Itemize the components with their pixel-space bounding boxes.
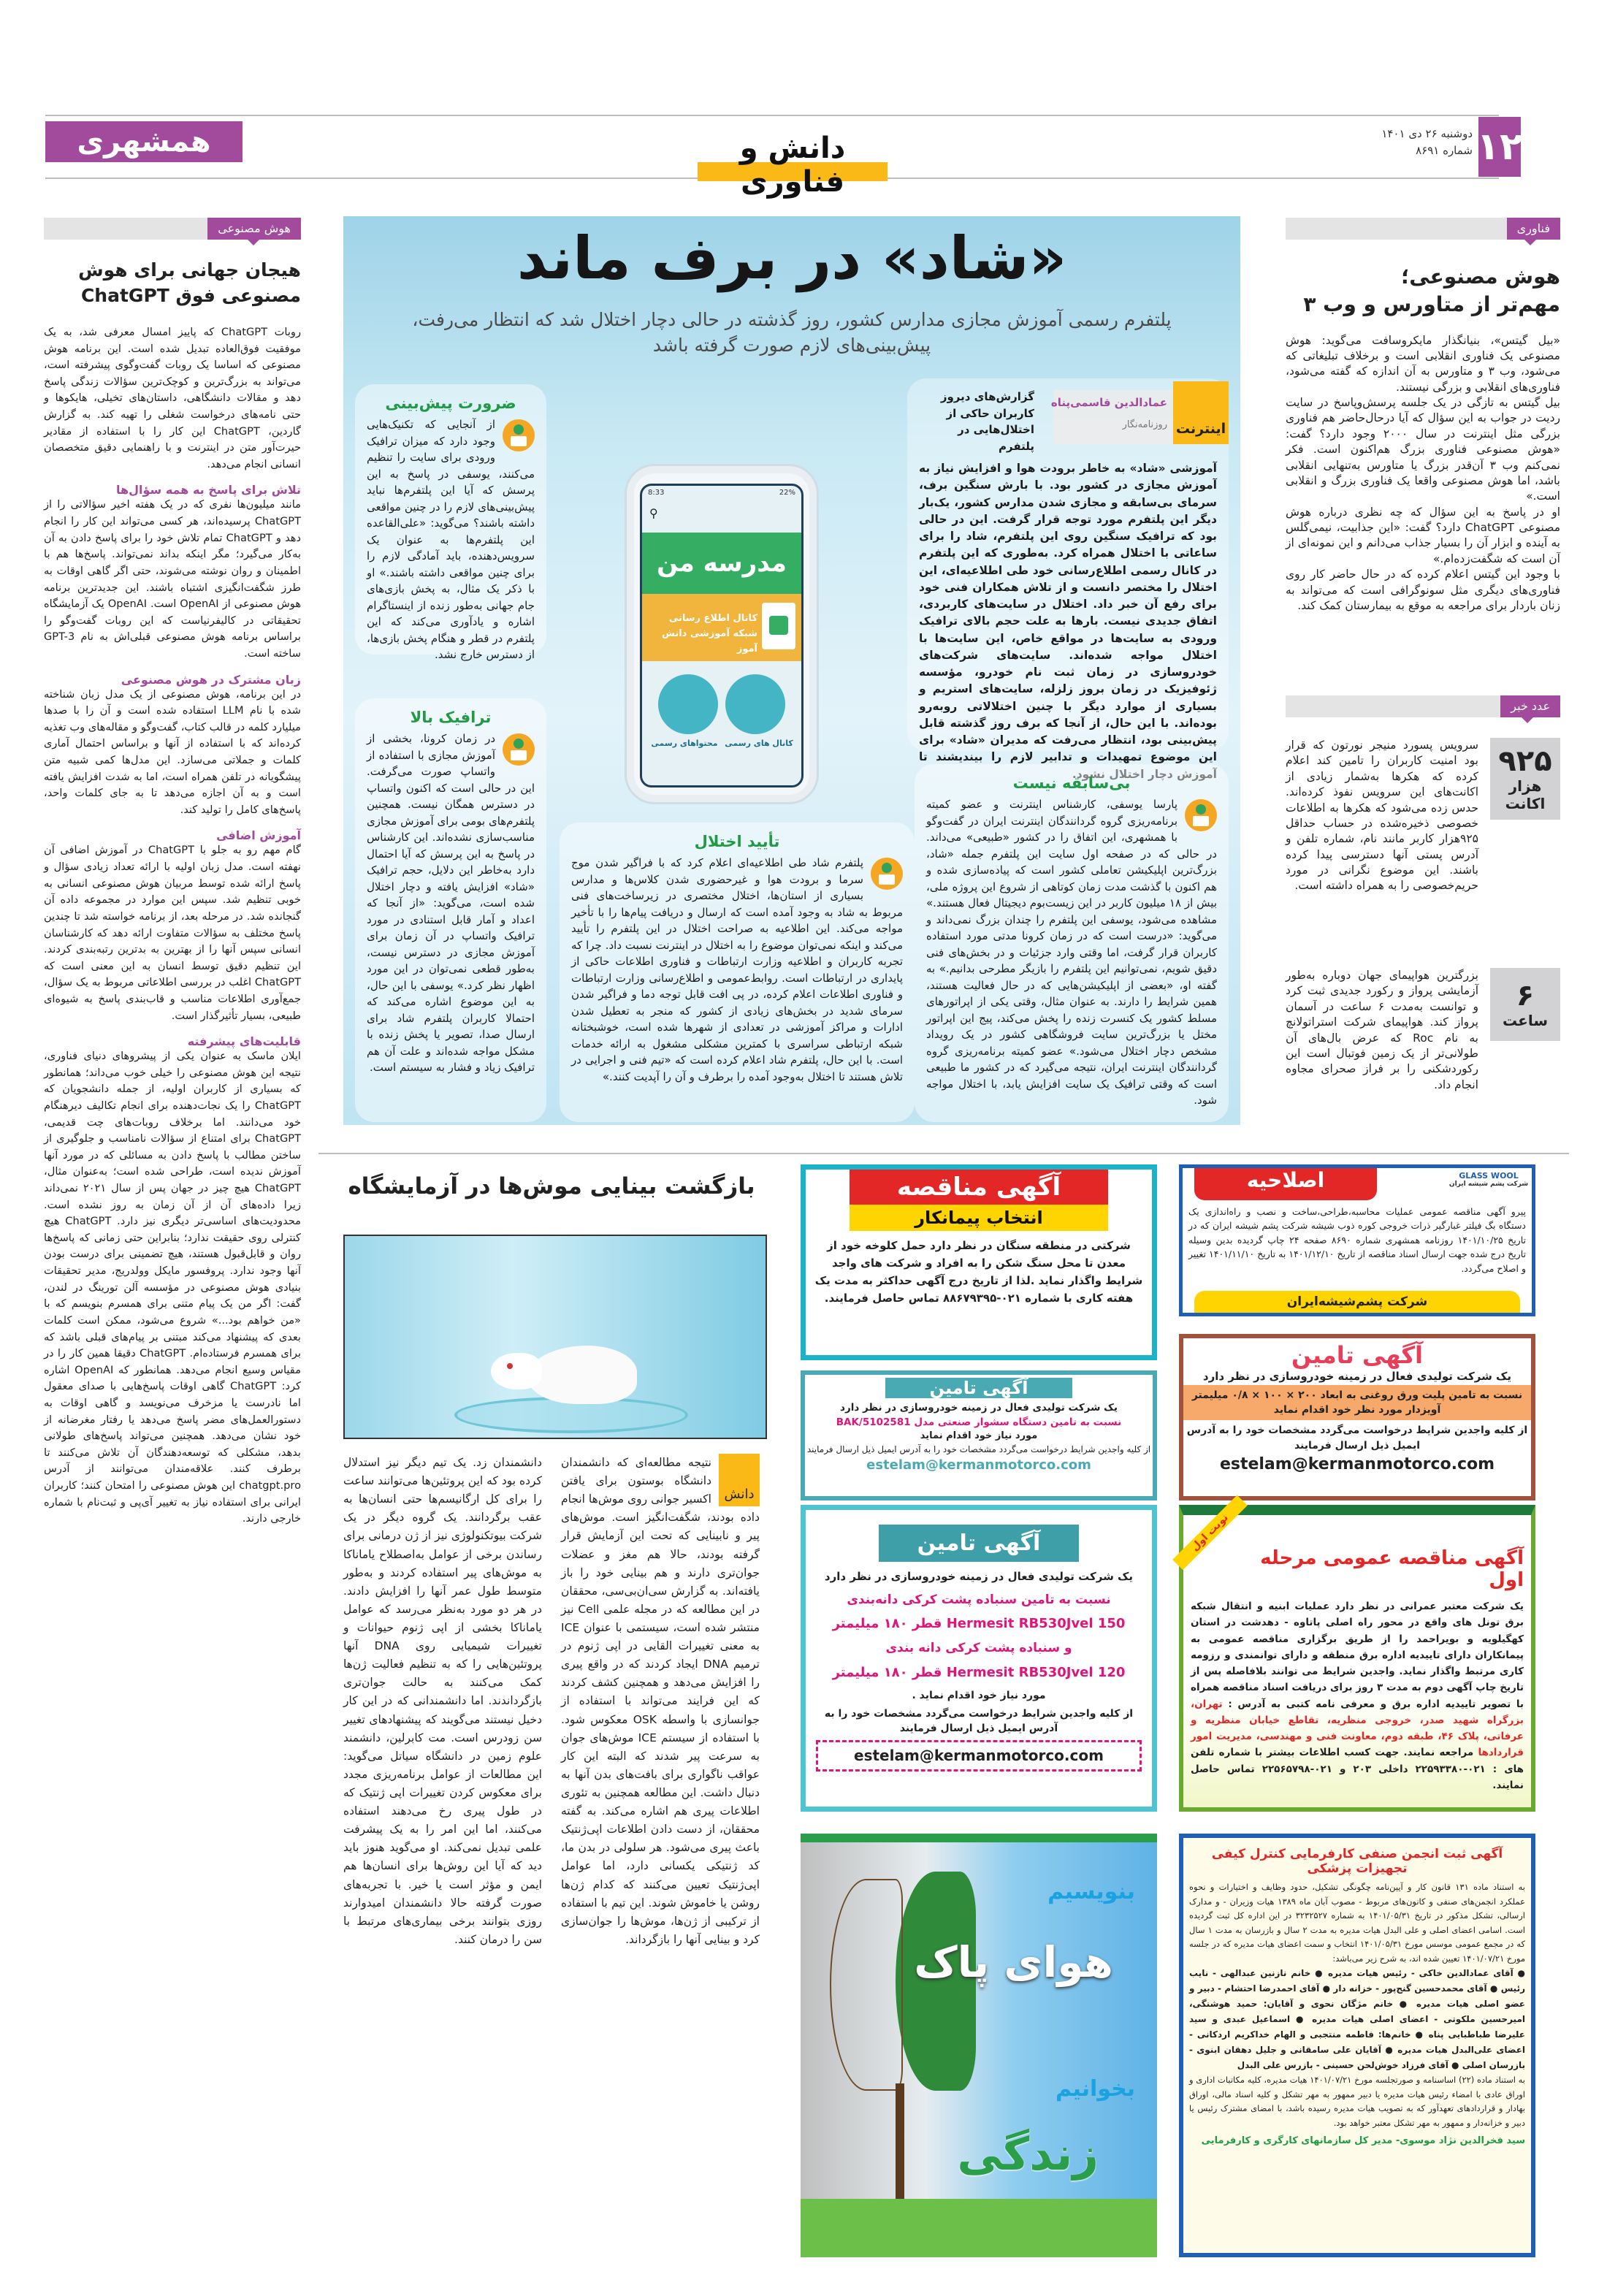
- search-icon: ⚲: [649, 506, 658, 520]
- paragraph: گام مهم رو به جلو با ChatGPT در آموزش اضافی آن نهفته است. مدل زبان اولیه با ارائه تعداد زیادی سؤال و پاسخ ارائه شده توسط مربیان هوش مصنوعی انسانی به خوبی تنظیم شد. سپس این موارد در مجموعه داده آن گنجانده شد. در مرحله بعد، از برنامه خواسته شد تا چندین پاسخ مختلف به سؤالات متفاوت ارائه دهد که کارشناسان انسانی سپس آنها را از بهترین به بدترین رتبه‌بندی کردند. این تنظیم دقیق توسط انسان به این معنی است که ChatGPT اغلب در بررسی اطلاعاتی مربوط به یک سؤال، جمع‌آوری اطلاعات مناسب و قاب‌بندی پاسخ به شیوه‌ای طبیعی، بسیار تأثیرگذار است.: [44, 844, 301, 1022]
- number-box: ۹۲۵ هزار اکانت: [1490, 738, 1560, 820]
- app-title: مدرسه من: [642, 533, 801, 594]
- ad-title: آگهی تامین: [1291, 1341, 1423, 1369]
- content-label: محتواهای رسمی: [651, 739, 718, 748]
- ad-text: از کلیه واجدین شرایط درخواست می‌گردد مشخصات خود را به آدرس ایمیل ذیل ارسال فرمایند: [824, 1707, 1134, 1734]
- subheading: قابلیت‌های پیشرفته: [187, 1034, 301, 1049]
- intro-text: آموزشی «شاد» به خاطر برودت هوا و افزایش نیاز به آموزش مجازی در کشور بود. با بارش سنگین برف، سرمای بی‌سابقه و مجازی شدن مدارس کشور، یک‌بار دیگر این پلتفرم مورد توجه قرار گرفت. این در حالی بود که ترافیک سنگین روی این پلتفرم، شاد را برای ساعاتی با اختلال همراه کرد. به‌طوری که این پلتفرم در کانال رسمی اطلاع‌رسانی خود طی اطلاعیه‌ای، این اختلال را مختصر دانست و از تلاش همکاران فنی خود برای رفع آن خبر داد. اختلال در سایت‌های کاربردی، اتفاق جدیدی نیست. بارها به علت حجم بالای ترافیک ورودی به سایت‌ها در مواقع خاص، این سایت‌ها با اختلال مواجه شده‌اند. سایت‌های شرکت‌های خودروسازی در زمان ثبت نام خودرو، مؤسسه ژئوفیزیک در زمان بروز زلزله، سایت‌های استریم و بسیاری از موارد دیگر با چنین اختلالاتی روبه‌رو بوده‌اند. با این حال، از آنجا که برف روز گذشته قابل پیش‌بینی بود، انتظار می‌رفت که مدیران «شاد» برای این موضوع تمهیدات و تدابیر لازم را بیندیشند تا آموزش دچار اختلال نشود.: [919, 462, 1217, 781]
- ad-title: آگهی مناقصه: [850, 1170, 1108, 1205]
- text-column: [343, 1454, 542, 2276]
- box-heading: ترافیک بالا: [410, 709, 492, 726]
- ad-text: به استناد ماده ۱۳۱ قانون کار و آیین‌نامه چگونگی تشکیل، حدود وظایف و اختیارات و نحوه عملکرد انجمن‌های صنفی و کانون‌های مربوط - مصوب آبان ماه ۱۳۸۹ هیات وزیران - و مدارک ارسالی، تشکل مذکور در تاریخ ۱۴۰۱/۰۵/۳۱ به شماره ۳۲۳۲۵۲۷ در این اداره کل ثبت گردیده است. اسامی اعضای اصلی و علی البدل هیات مدیره به مدت ۲ سال و بازرسان به مدت ۱ سال که در مجمع عمومی موسس مورخ ۱۴۰۱/۰۵/۳۱ انتخاب و سمت اعضای هیات مدیره که در جلسه مورخ ۱۴۰۱/۰۷/۲۱ تعیین شده اند، به شرح زیر می‌باشد:: [1189, 1882, 1526, 1964]
- paragraph: دانشمندان زد. یک تیم دیگر نیز استدلال کرده بود که این پروتئین‌ها می‌توانند ساعت را برای کل ارگانیسم‌ها حتی انسان‌ها به عقب برگردانند. یک گروه دیگر در یک شرکت بیوتکنولوژی نیز از ژن درمانی برای رساندن برخی از عوامل به‌اصطلاح یاماناکا به موش‌های پیر استفاده کردند و به‌طور متوسط طول عمر آنها را افزایش دادند. در هر دو مورد به‌نظر می‌رسد که عوامل یاماناکا بخشی از اپی ژنوم حیوانات و تغییرات شیمیایی روی DNA آنها پروتئین‌هایی را که به تنظیم فعالیت ژن‌ها کمک می‌کنند به حالت جوان‌تری بازگرداندند. اما دانشمندانی که در این کار دخیل نیستند می‌گویند که پیشنهادهای تغییر سن زودرس است. مت کابرلین، دانشمند علوم زمین در دانشگاه سیاتل می‌گوید: این مطالعات از عوامل برنامه‌ریزی مجدد برای معکوس کردن تغییرات اپی ژنتیک که در طول پیری رخ می‌دهند استفاده می‌کنند، اما این امر را به یک پیشرفت علمی تبدیل نمی‌کند. او می‌گوید هنوز باید دید که آیا این روش‌ها برای انسان‌ها هم ایمن و مؤثر است یا خیر. با تجربه‌های صورت گرفته حالا دانشمندان امیدوارند روزی بتوانند برخی بیماری‌های مرتبط با سن را درمان کنند.: [343, 1456, 542, 1946]
- paragraph: روبات ChatGPT که پاییز امسال معرفی شد، به یک موفقیت فوق‌العاده تبدیل شده است. این برنامه هوش مصنوعی که اساسا یک روبات گفت‌وگوی پیشرفته است، می‌تواند به بزرگ‌ترین و کوچک‌ترین سؤالات زندگی پاسخ دهد و مقالات دانشگاهی، داستان‌های تخیلی، هایکوها و حتی نامه‌های درخواست شغلی را تهیه کند. به گزارش گاردین، ChatGPT این کار را با استفاده از مقادیر حیرت‌آور متن در اینترنت و با راهنمایی دقیق متخصصان انسانی انجام می‌دهد.: [44, 326, 301, 470]
- content-icon: [658, 674, 718, 734]
- phone-illustration: [627, 466, 817, 802]
- number-item: [1286, 738, 1560, 894]
- article-chatgpt: [44, 241, 301, 2279]
- article-ai-metaverse: [1286, 263, 1560, 657]
- paragraph: بیل گیتس به تازگی در یک جلسه پرسش‌وپاسخ در سایت ردیت در جواب به این سؤال که آیا درحال‌حاضر هم فناوری بزرگی مثل اینترنت در سال ۲۰۰۰ وجود دارد؟ گفت: «هوش مصنوعی فناوری بزرگ هم‌اکنون است. فکر نمی‌کنم وب ۳ آن‌قدر بزرگ یا متاورس به‌تنهایی انقلابی باشد، اما هوش مصنوعی واقعا یک فناوری بزرگ و انقلابی است.»: [1286, 396, 1560, 503]
- byline: [1050, 390, 1229, 444]
- ad-registration: [1179, 1834, 1535, 2257]
- phone-screen: [640, 484, 804, 787]
- ad-tender: [801, 1164, 1157, 1360]
- subheading: زبان مشترک در هوش مصنوعی: [121, 672, 301, 687]
- ad-email-link[interactable]: estelam@kermanmotorco.com: [1219, 1454, 1495, 1473]
- ad-text: شرکتی در منطقه سنگان در نظر دارد حمل کلوخه خود از معدن تا محل سنگ شکن را به افراد و شرکت های واجد شرایط واگذار نماید .لذا از تاریخ درج آگهی حداکثر به مدت یک هفته کاری با شماره ۰۲۱-۸۸۶۷۹۳۹۵ تماس حاصل فرمایند.: [814, 1239, 1143, 1305]
- box-text: پارسا یوسفی، کارشناس اینترنت و عضو کمیته برنامه‌ریزی گروه گردانندگان اینترنت ایران در گفت‌وگو با همشهری، این اتفاق را در کشور «طبیعی» می‌داند. در حالی که در صفحه اول سایت این پلتفرم جمله «شاد، بزرگ‌ترین اپلیکیشن تعاملی کشور است که پیاده‌سازی شده و هم اکنون با گذشت مدت زمان کوتاهی از شروع این پروژه ملی، بیش از ۱۸ میلیون کاربر در این زیست‌بوم دیجیتال فعال هستند.» مشاهده می‌شود، یوسفی این پلتفرم را چندان بزرگ نمی‌داند و می‌گوید: «درست است که در زمان کرونا مدتی مورد استفاده کاربران قرار گرفت، اما وقتی وارد جزئیات و در بخش‌های فنی دقیق شویم، نمی‌توانیم این پلتفرم را بازیگر مطرحی بدانیم.» به گفته او، «بعضی از اپلیکیشن‌هایی که در حال فعالیت هستند، همین شرایط را دارند. به عنوان مثال، وقتی یکی از اپراتورهای مسلط کشور یک کنسرت زنده را پخش می‌کند، پیج این اپراتور مختل یا بزرگ‌ترین سایت فروشگاهی کشور در یک رویداد مشخص دچار اختلال می‌شود.» عضو کمیته برنامه‌ریزی گروه گردانندگان اینترنت ایران، نتیجه می‌گیرد که در کشور ما طبیعی است که وقتی ترافیک یک سایت افزایش یابد، با اختلال مواجه شود.: [926, 798, 1217, 1107]
- feature-shad: [343, 216, 1240, 1125]
- ad-supply-sandpaper: [801, 1505, 1157, 1812]
- author-role: روزنامه‌نگار: [1122, 419, 1167, 430]
- number-text: بزرگترین هواپیمای جهان دوباره به‌طور آزمایشی پرواز و رکورد جدیدی ثبت کرد و توانست به‌مدت ۶ ساعت در آسمان پرواز کند. هواپیمای شرکت استراتولانچ به نام Roc که عرض بال‌های آن طولانی‌تر از یک زمین فوتبال است این رکوردشکنی را بر فراز صحرای مجاوه انجام داد.: [1286, 969, 1478, 1091]
- box-heading: ضرورت پیش‌بینی: [385, 394, 516, 412]
- ad-title: آگهی تامین: [885, 1378, 1072, 1398]
- ad-text: یک شرکت تولیدی فعال در زمینه خودروسازی در نظر دارد: [824, 1570, 1134, 1583]
- ad-highlight: نسبت به تامین پلیت ورق روغنی به ابعاد ۲۰۰ × ۱۰۰ × ۰/۸ میلیمتر آویزدار مورد نظر خود اقدام نماید: [1183, 1385, 1531, 1421]
- issue-number: شماره ۸۶۹۱: [1416, 143, 1473, 157]
- category-badge: اینترنت: [1173, 381, 1229, 444]
- ad-email-link[interactable]: estelam@kermanmotorco.com: [866, 1457, 1091, 1473]
- ad-slogan: بخوانیم: [1055, 2076, 1135, 2102]
- ad-title: آگهی ثبت انجمن صنفی کارفرمایی کنترل کیفی تجهیزات پزشکی: [1211, 1847, 1503, 1876]
- ad-correction: [1179, 1164, 1535, 1316]
- number-news-label: عدد خبر: [1500, 695, 1560, 717]
- ad-supply-dryer: [801, 1370, 1157, 1500]
- status-battery: 22%: [779, 489, 795, 497]
- box-confirmation: [560, 823, 915, 1122]
- paragraph: «بیل گیتس»، بنیانگذار مایکروسافت می‌گوید: هوش مصنوعی یک فناوری انقلابی است و برخلاف تبلیغاتی که می‌شود، وب ۳ و متاورس به آن اندازه که گفته می‌شود، فناوری‌های انقلابی و بزرگی نیستند.: [1286, 333, 1560, 394]
- ad-text: یک شرکت تولیدی فعال در زمینه خودروسازی در نظر دارد: [1202, 1370, 1512, 1383]
- channels-icon: [725, 674, 785, 734]
- ad-highlight: Hermesit RB530Jvel 120 قطر ۱۸۰ میلیمتر: [832, 1665, 1126, 1681]
- page-number: ۱۲: [1478, 117, 1521, 177]
- paragraph: در این برنامه، هوش مصنوعی از یک مدل زبان شناخته شده با نام LLM استفاده شده است و آن را با صدها میلیارد کلمه در قالب کتاب، گفت‌وگو و مقاله‌های وب تغذیه کرده‌اند که با استفاده از آنها و براساس احتمال آماری کلمات و جملاتی می‌سازد. این مدل‌ها کمی شبیه متن پیشگویانه در تلفن همراه است، اما به شدت افزایش یافته است و به آن اجازه می‌دهد تا به جای کلمات واحد، پاسخ‌های کامل را تولید کند.: [44, 687, 301, 816]
- box-text: در زمان کرونا، بخشی از آموزش مجازی با استفاده از واتساپ صورت می‌گرفت. این در حالی است که اکنون واتساپ در دسترس همگان نیست. همچنین پلتفرم‌های بومی برای آموزش مجازی مناسب‌سازی نشده‌اند. این کارشناس در پاسخ به این پرسش که آیا احتمال دارد به‌خاطر این دلایل، حجم ترافیک «شاد» افزایش یافته و دچار اختلال شده است، می‌گوید: «از آنجا که اعداد و آمار قابل استنادی در مورد ترافیک واتساپ در آن زمان برای آموزش مجازی در دسترس نیست، به‌طور قطعی نمی‌توان در این مورد اظهار نظر کرد.» یوسفی با این حال، به این موضوع اشاره می‌کند که احتمالا کاربران پلتفرم شاد برای ارسال صدا، تصویر یا پخش زنده با مشکل مواجه شده‌اند و علت آن هم ترافیک زیاد و فشار به سیستم است.: [367, 732, 535, 1074]
- ad-slogan: بنویسیم: [1047, 1879, 1135, 1904]
- category-tag: [44, 218, 301, 240]
- reader-icon: [871, 858, 903, 890]
- article-headline: هوش مصنوعی؛ مهم‌تر از متاورس و وب ۳: [1303, 264, 1560, 316]
- channels-label: کانال های رسمی: [725, 739, 793, 748]
- paragraph: ایلان ماسک به عنوان یکی از پیشروهای دنیای فناوری، نتیجه این هوش مصنوعی را خیلی خوب می‌داند؛ همانطور که بسیاری از کاربران اولیه، از جمله دانشجویان که ChatGPT را یک نجات‌دهنده برای انجام تکالیف دیرهنگام خود می‌دانند. اما برخلاف روبات‌های چت قدیمی، ChatGPT برای امتناع از سؤالات نامناسب و جلوگیری از ساختن مطالب با پاسخ دادن به مسائلی که در مورد آنها آموزش ندیده است، طراحی شده است؛ به‌عنوان مثال، ChatGPT هیچ چیز در جهان پس از سال ۲۰۲۱ نمی‌داند زیرا داده‌های آن از آن زمان به روز نشده است. محدودیت‌های اساسی‌تر دیگری نیز دارد. ChatGPT هیچ کنترلی روی حقیقت ندارد؛ بنابراین حتی زمانی که پاسخ‌ها روان و قابل‌قبول هستند، هیچ تضمینی برای درست بودن آنها وجود ندارد. پروفسور مایکل وولدریج، مدیر تحقیقات بنیادی هوش مصنوعی در مؤسسه آلن تورینگ در لندن، گفت: اگر من یک پیام متنی برای همسرم بنویسم که با «من خواهم بود...» شروع می‌شود، ممکن است کلمات بعدی که پیشنهاد می‌کند مبتنی بر پیام‌های قبلی باشد که برای همسرم فرستاده‌ام. ChatGPT دقیقا همین کار را در مقیاس وسیع انجام می‌دهد. همانطور که OpenAI اشاره کرد: ChatGPT گاهی اوقات پاسخ‌هایی با صدای معقول اما نادرست یا مزخرف می‌نویسد و گاهی اوقات به دستورالعمل‌های مضر پاسخ می‌دهد یا رفتار مغرضانه از خود نشان می‌دهد. همچنین می‌تواند پاسخ‌های طولانی بدهد، مشکلی که توسعه‌دهندگان آن تلاش می‌کنند تا برطرف کنند. علاقه‌مندان می‌توانند از آدرس chatgpt.pro این هوش مصنوعی را امتحان کنند؛ کاربران ایرانی برای استفاده نیاز به تغییر آی‌پی و ثبت‌نام با شماره خارجی دارند.: [44, 1050, 302, 1525]
- ad-signature: شرکت پشم‌شیشه‌ایران: [1194, 1291, 1520, 1313]
- ad-text: از کلیه واجدین شرایط درخواست می‌گردد مشخصات خود را به آدرس ایمیل ذیل ارسال فرمایند: [1186, 1424, 1528, 1452]
- box-heading: تأیید اختلال: [694, 833, 780, 850]
- ad-text: پیرو آگهی مناقصه عمومی عملیات محاسبه،طراحی،ساخت و نصب و راه‌اندازی یک دستگاه بگ فیلتر غبارگیر ذرات خروجی کوره ذوب شیشه شرکت پشم شیشه ایران که در تاریخ ۱۴۰۱/۱۰/۲۵ روزنامه همشهری شماره ۸۶۹۰ صفحه ۲۴ چاپ گردیده بدین وسیله تاریخ درج شده جهت ارسال اسناد مناقصه از تاریخ ۱۴۰۱/۱۲/۱۰ به تاریخ ۱۴۰۱/۱۱/۱۰ تغییر و اصلاح می‌گردد.: [1188, 1206, 1527, 1274]
- box-text: پلتفرم شاد طی اطلاعیه‌ای اعلام کرد که با فراگیر شدن موج سرما و برودت هوا و غیرحضوری شدن کلاس‌ها و مدارس بسیاری از استان‌ها، اختلال مختصری در زیرساخت‌های فنی مربوط به شاد به وجود آمده است که ارسال و دریافت پیام‌ها را با تأخیر مواجه می‌کند. این اطلاعیه به صراحت اختلال در این پلتفرم را تأیید می‌کند و اینکه نمی‌توان موضوع را به اختلال در اینترنت نسبت داد. چرا که تجربه کاربران و اطلاعیه وزارت ارتباطات و فناوری اطلاعات حاکی از پایداری در ارتباطات است. روابط‌عمومی و اطلاع‌رسانی وزارت ارتباطات و فناوری اطلاعات اعلام کرده، در پی افت قابل توجه دما و فراگیر شدن سرمای شدید در بخش‌های زیادی از کشور که منجر به تعطیل شدن ادارات و مراکز آموزشی در تعدادی از شهرها شده است، خوشبختانه شبکه ارتباطی سراسری با کمترین مشکلی مشغول به ارائه خدمات است. با این حال، پلتفرم شاد اعلام کرده است که «تیم فنی و اجرایی در تلاش هستند تا اختلال به‌وجود آمده را برطرف و آن را آپدیت کنند.»: [571, 856, 903, 1083]
- ad-text: یک شرکت معتبر عمرانی در نظر دارد عملیات ابنیه و انتقال شبکه برق تونل های واقع در محور راه اصلی پاتاوه - دهدشت در استان کهگیلویه و بویراحمد را از طریق برگزاری مناقصه عمومی به پیمانکاران دارای تاییدیه اداره برق منطقه و دارای توانمندی و رزومه کاری مرتبط واگذار نماید. واجدین شرایط می توانند بلافاصله پس از تاریخ چاپ آگهی دوم به مدت ۳ روز برای دریافت اسناد مناقصه همراه با تصویر تاییدیه اداره برق و معرفی نامه کتبی به آدرس : تهران، بزرگراه شهید صدر، خروجی منظریه، تقاطع خیابان منظریه و عرفاتی، پلاک ۴۶، طبقه دوم، معاونت فنی و مهندسی، مدیریت امور قراردادها مراجعه نمایند. جهت کسب اطلاعات بیشتر با شماره تلفن های : ۰۲۱-۲۲۵۹۳۳۸۰ داخلی ۲۰۳ و ۰۲۱-۲۲۵۶۵۷۹۸ تماس حاصل نمایند.: [1191, 1601, 1524, 1791]
- section-title-text: دانش و فناوری: [739, 131, 846, 199]
- ad-title: آگهی تامین: [879, 1525, 1079, 1562]
- reader-icon: [503, 419, 535, 451]
- ad-clean-air: [801, 1834, 1157, 2257]
- feature-headline: «شاد» در برف ماند: [516, 224, 1067, 292]
- paragraph: نتیجه مطالعه‌ای که دانشمندان دانشگاه بوستون برای یافتن اکسیر جوانی روی موش‌ها انجام داده بودند، شگفت‌انگیز است. موش‌های پیر و نابینایی که تحت این آزمایش قرار گرفته بودند، حالا هم مغز و عضلات جوان‌تری دارند و هم بینایی خود را باز یافته‌اند. به گزارش سی‌ان‌بی‌سی، محققان در این مطالعه که در مجله علمی Cell نیز منتشر شده است، سیستمی با عنوان ICE به معنی تغییرات القایی در اپی ژنوم در ترمیم DNA ایجاد کردند که در واقع پیری را افزایش می‌دهد و همچنین کشف کردند که این فرایند می‌تواند با استفاده از جوانسازی با واسطه OSK معکوس شود. با استفاده از سیستم ICE موش‌های جوان به سرعت پیر شدند که البته این کار عواقب ناگواری برای بافت‌های بدن آنها به دنبال داشت. این مطالعه همچنین به تئوری اطلاعات پیری هم اشاره می‌کند. به گفته محققان، از دست دادن اطلاعات اپی‌ژنتیک باعث پیری می‌شود. هر سلولی در بدن ما، کد ژنتیکی یکسانی دارد، اما عوامل اپی‌ژنتیک تعیین می‌کنند که کدام ژن‌ها روشن یا خاموش شوند. این تیم با استفاده از ترکیبی از ژن‌ها، موش‌ها را جوان‌سازی کرد و بینایی آنها را بازگرداند.: [561, 1456, 760, 1946]
- ad-highlight: نسبت به تامین دستگاه سشوار صنعتی مدل BAK/5102581: [836, 1416, 1122, 1428]
- box-forecast: [355, 384, 546, 661]
- ad-subtitle: انتخاب پیمانکار: [850, 1205, 1108, 1231]
- number-box: ۶ ساعت: [1490, 968, 1560, 1041]
- ad-highlight: نسبت به تامین سنباده پشت کرکی دانه‌بندی: [847, 1592, 1111, 1607]
- box-text: از آنجایی که تکنیک‌هایی وجود دارد که میزان ترافیک ورودی برای سایت را تنظیم می‌کنند، یوسفی در پاسخ به این پرسش که آیا این پلتفرم‌ها نباید پیش‌بینی‌های لازم را در چنین مواقعی داشته باشند؟ می‌گوید: «علی‌القاعده این پلتفرم‌ها به عنوان یک سرویس‌دهنده، باید آمادگی لازم را برای چنین مواقعی داشته باشند.» او با ذکر یک مثال، به پخش بازی‌های جام جهانی به‌طور زنده از اینستاگرام اشاره و یادآوری می‌کند که این پلتفرم در قطر و هنگام پخش بازی‌ها، از دسترس خارج نشد.: [367, 418, 535, 661]
- subheading: تلاش برای پاسخ به همه سؤال‌ها: [116, 483, 301, 497]
- ad-slogan: زندگی: [957, 2127, 1099, 2181]
- article-headline: بازگشت بینایی موش‌ها در آزمایشگاه: [348, 1173, 755, 1200]
- box-heading: بی‌سابقه نیست: [1012, 774, 1131, 792]
- ad-text: از کلیه واجدین شرایط درخواست می‌گردد مشخصات خود را به آدرس ایمیل ذیل ارسال فرمایند: [806, 1443, 1151, 1454]
- box-not-unprecedented: [915, 764, 1229, 1122]
- header-rule-top: [45, 115, 1499, 116]
- grass: [801, 2199, 1157, 2257]
- ad-highlight: و سنباده پشت کرکی دانه بندی: [885, 1641, 1072, 1656]
- article-mice-vision: [336, 1162, 767, 2279]
- number-text: سرویس پسورد منیجر نورتون که قرار بود امنیت کاربران را تامین کند اعلام کرده که هکرها به‌شمار زیادی از اکانت‌های این سرویس نفوذ کرده‌اند. حدس زده می‌شود که هکرها به اطلاعات خصوصی ذخیره‌شده در حساب حداقل ۹۲۵هزار کاربر مانند نام، شماره تلفن و آدرس پستی آنها دسترسی پیدا کرده باشند. این موضوع نگرانی در مورد حریم‌خصوصی را به همراه داشته است.: [1286, 739, 1478, 893]
- ad-supply-plate: [1179, 1334, 1535, 1500]
- box-high-traffic: [355, 698, 546, 1122]
- category-badge: دانش: [719, 1454, 760, 1506]
- newspaper-logo: همشهری: [45, 121, 243, 162]
- issue-date: دوشنبه ۲۶ دی ۱۴۰۱: [1381, 127, 1473, 140]
- ad-slogan: هوای پاک: [914, 1937, 1113, 1987]
- app-banner: کانال اطلاع رسانی شبکه آموزشی دانش آموز: [642, 594, 801, 661]
- ad-title: اصلاحیه: [1194, 1168, 1377, 1200]
- ad-text: مورد نیاز خود اقدام نماید: [920, 1430, 1038, 1442]
- ad-text: مورد نیاز خود اقدام نماید .: [912, 1690, 1046, 1702]
- ad-title: آگهی مناقصه عمومی مرحله اول: [1260, 1547, 1524, 1591]
- issue-info: [1344, 126, 1473, 159]
- reader-icon: [1185, 799, 1217, 831]
- ad-text: به استناد ماده (۲۲) اساسنامه و صورتجلسه مورخ ۱۴۰۱/۰۷/۲۱ هیات مدیره، کلیه مکاتبات اداری و اوراق عادی با امضاء رئیس هیات مدیره یا دبیر ممهور به مهر تشکل و کلیه اسناد مالی، اوراق بهادار و قراردادهای تعهدآور که به تصویب هیات مدیره رسیده باشد، با امضای مشترک رئیس یا دبیر و خزانه‌دار و ممهور به مهر تشکل معتبر خواهد بود.: [1189, 2075, 1525, 2128]
- glasswool-logo: GLASS WOOL شرکت پشم شیشه ایران: [1448, 1171, 1529, 1188]
- ad-public-tender: [1179, 1505, 1535, 1812]
- category-tag-label: فناوری: [1507, 218, 1560, 240]
- paragraph: با وجود این گیتس اعلام کرده که در حال حاضر کار روی فناوری‌های دیگری مثل سونوگرافی است که می‌تواند به زنان باردار برای مراجعه به موقع به بیمارستان کمک کند.: [1286, 568, 1560, 612]
- number-news-tag: [1286, 695, 1560, 717]
- ad-highlight: Hermesit RB530Jvel 150 قطر ۱۸۰ میلیمتر: [832, 1616, 1126, 1632]
- ad-badge: نوبت اول: [1172, 1495, 1247, 1570]
- reader-icon: [503, 733, 535, 766]
- section-title: [683, 131, 902, 199]
- feature-subtitle: پلتفرم رسمی آموزش مجازی مدارس کشور، روز گذشته در حالی دچار اختلال شد که انتظار می‌رفت، پیش‌بینی‌های لازم صورت گرفته باشد: [412, 309, 1172, 356]
- ad-signature: سید فخرالدین نژاد موسوی- مدیر کل سازمانهای کارگری و کارفرمایی: [1201, 2135, 1525, 2147]
- article-headline: هیجان جهانی برای هوش مصنوعی فوق ChatGPT: [78, 259, 301, 306]
- intro-lead: گزارش‌های دیروز کاربران حاکی از اختلال‌هایی در پلتفرم: [940, 390, 1034, 453]
- category-tag: [1286, 218, 1560, 240]
- paragraph: او در پاسخ به این سؤال که چه نظری درباره هوش مصنوعی ChatGPT دارد؟ گفت: «این جذابیت، نیمی‌گلس به آینده و ابزار آن را بسیار جذاب می‌دانم و این نمونه‌ای از آن است که شگفت‌زده‌ام.»: [1286, 505, 1560, 565]
- paragraph: مانند میلیون‌ها نفری که در یک هفته اخیر سؤالاتی را از ChatGPT پرسیده‌اند، هر کسی می‌تواند این کار را انجام دهد و ChatGPT تمام تلاش خود را برای پاسخ دادن به آن به‌کار می‌گیرد؛ مگر اینکه بداند نمی‌تواند. پاسخ‌ها هم با اطمینان و روان نوشته می‌شوند، حتی اگر گاهی اوقات به طرز شگفت‌انگیزی اشتباه باشند. این جدیدترین برنامه هوش مصنوعی از OpenAI است. OpenAI یک آزمایشگاه تحقیقاتی در کالیفرنیاست که این روبات گفت‌وگو را براساس برنامه هوش مصنوعی قبلی‌اش به نام GPT-3 ساخته است.: [44, 498, 302, 660]
- ad-members: ● آقای عمادالدین خاکی - رئیس هیات مدیره ● خانم نازنین عبدالهی - نایب رئیس ● آقای محمدحسین گنج‌پور - خزانه دار ● آقای احمدرضا احتشام - دبیر و عضو اصلی هیات مدیره ● خانم مژگان نحوی و آقایان: حمید هوشنگی، امیرحسین ملکوتی - اعضای اصلی هیات مدیره ● اسماعیل عبدی و سید علیرضا طباطبایی پناه ● خانم‌ها: فاطمه منتجبی و الهام خداکریم اردکانی - اعضای علی‌البدل هیات مدیره ● آقایان علی سامقانی و جلیل دهقان ابنوی - بازرسان اصلی ● آقای فرزاد خوش‌لحن حسینی - بازرس علی البدل: [1189, 1968, 1525, 2071]
- ad-email-link[interactable]: estelam@kermanmotorco.com: [816, 1740, 1142, 1771]
- text-column: [561, 1454, 760, 2276]
- ad-text: یک شرکت تولیدی فعال در زمینه خودروسازی در نظر دارد: [840, 1402, 1118, 1414]
- lab-mouse-photo: [343, 1235, 767, 1439]
- shad-logo-icon: [762, 603, 795, 649]
- subheading: آموزش اضافی: [216, 828, 301, 843]
- category-tag-label: هوش مصنوعی: [207, 218, 301, 240]
- number-item: [1286, 968, 1560, 1093]
- status-time: 8:33: [648, 489, 665, 497]
- author-name: عمادالدین قاسمی‌پناه: [1050, 396, 1167, 409]
- divider: [318, 1153, 1569, 1154]
